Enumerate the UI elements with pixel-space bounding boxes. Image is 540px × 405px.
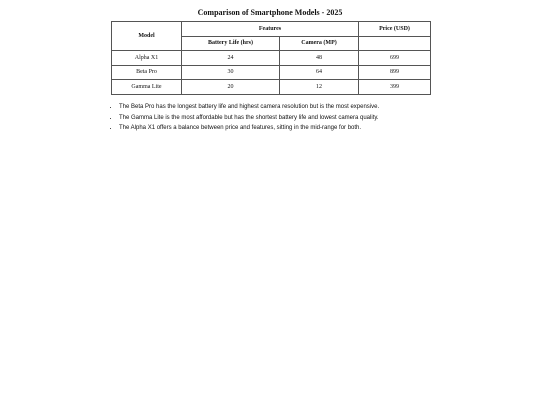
cell-camera: 12 <box>280 80 359 95</box>
cell-camera: 64 <box>280 65 359 80</box>
cell-battery: 30 <box>182 65 280 80</box>
header-price: Price (USD) <box>359 22 431 37</box>
list-item: • The Beta Pro has the longest battery life and highest camera resolution but is the most expensive. <box>119 102 519 113</box>
header-camera: Camera (MP) <box>280 36 359 51</box>
table-row <box>112 65 431 80</box>
cell-price: 399 <box>359 80 431 95</box>
list-item: • The Alpha X1 offers a balance between price and features, sitting in the mid-range for both. <box>119 123 519 134</box>
header-features: Features <box>182 22 359 37</box>
cell-model: Gamma Lite <box>112 80 182 95</box>
cell-battery: 20 <box>182 80 280 95</box>
cell-battery: 24 <box>182 51 280 66</box>
comparison-table <box>111 21 431 95</box>
cell-model: Alpha X1 <box>112 51 182 66</box>
table-row <box>112 51 431 66</box>
cell-model: Beta Pro <box>112 65 182 80</box>
table-row <box>112 80 431 95</box>
notes-list <box>111 102 519 134</box>
header-price-empty <box>359 36 431 51</box>
header-row-top <box>112 22 431 37</box>
header-model: Model <box>112 22 182 51</box>
page-title: Comparison of Smartphone Models - 2025 <box>197 8 343 17</box>
cell-camera: 48 <box>280 51 359 66</box>
cell-price: 699 <box>359 51 431 66</box>
header-battery: Battery Life (hrs) <box>182 36 280 51</box>
list-item: • The Gamma Lite is the most affordable but has the shortest battery life and lowest camera quality. <box>119 113 519 124</box>
cell-price: 899 <box>359 65 431 80</box>
